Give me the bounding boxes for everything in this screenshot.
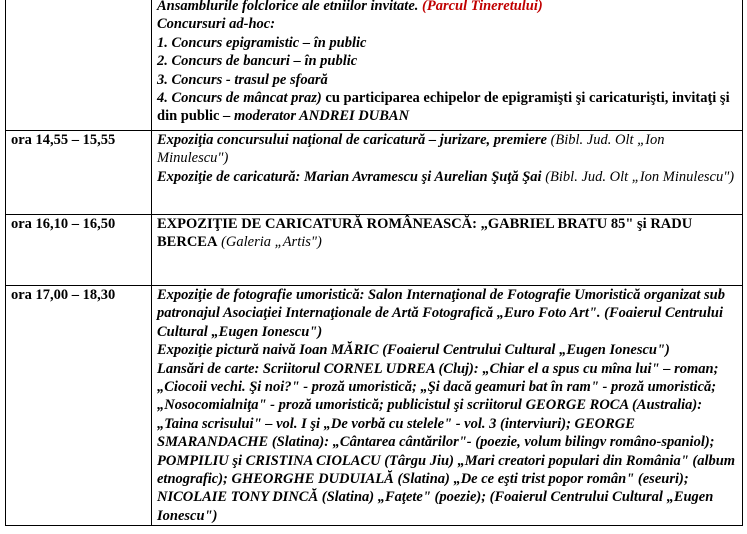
folk-ensembles-line: Ansamblurile folclorice ale etniilor invitate. (Parcul Tineretului) (157, 0, 543, 14)
exhibition-item: Expoziţie de caricatură: Marian Avramescu şi Aurelian Şuţă Şai (Bibl. Jud. Olt „Ion Minulescu") (157, 168, 735, 185)
table-row (6, 0, 743, 131)
contest-item: 1. Concurs epigramistic – în public (157, 34, 367, 51)
contest-item: 2. Concurs de bancuri – în public (157, 53, 358, 70)
book-launches: Lansări de carte: Scriitorul CORNEL UDREA (Cluj): „Chiar el a spus cu mîna lui" – roman; „Ciocoii vechi. Şi noi?" - proză umoristică; „Şi dacă geamuri bat în ram" - proză umoristică; „Nosocomialniţa" - proză umoristică; publicistul şi scriitorul GEORGE ROCA (Australia): „Taina scrisului" – vol. I şi „De vorbă cu stelele" - vol. 3 (interviuri); GEORGE SMARANDACHE (Slatina): „Cântarea cântărilor"- (poezie, volum bilingv româno-spaniol); POMPILIU şi CRISTINA CIOLACU (Târgu Jiu) „Mari creatori populari din România" (album etnografic); GHEORGHE DUDUIALĂ (Slatina) „De ce eşti trist popor român" (eseuri); NICOLAIE TONY DINCĂ (Slatina) „Faţete" (poezie); (Foaierul Centrului Cultural „Eugen Ionescu") (157, 360, 736, 524)
exhibition-item: Expoziţia concursului naţional de caricatură – jurizare, premiere (Bibl. Jud. Olt „Ion Minulescu") (157, 132, 665, 167)
program-table (5, 0, 743, 526)
table-row (6, 286, 743, 526)
time-cell: ora 14,55 – 15,55 (6, 131, 152, 215)
content-cell (152, 286, 743, 526)
caricature-exhibition: EXPOZIŢIE DE CARICATURĂ ROMÂNEASCĂ: „GABRIEL BRATU 85" şi RADU BERCEA (Galeria „Artis") (157, 216, 693, 251)
venue-text: (Galeria „Artis") (217, 234, 322, 251)
table-row (6, 131, 743, 215)
photo-exhibition: Expoziţie de fotografie umoristică: Salon Internaţional de Fotografie Umoristică organizat sub patronajul Asociaţiei Internaţionale de Artă Fotografică „Euro Foto Art". (Foaierul Centrului Cultural „Eugen Ionescu") (157, 287, 725, 340)
time-cell (6, 0, 152, 131)
contest-item: 3. Concurs - trasul pe sfoară (157, 71, 328, 88)
contest-item: 4. Concurs de mâncat praz) cu participarea echipelor de epigramişti şi caricaturişti, invitaţi şi din public – moderator ANDREI DUBAN (157, 90, 730, 125)
content-cell (152, 131, 743, 215)
adhoc-heading: Concursuri ad-hoc: (157, 16, 276, 33)
time-cell: ora 16,10 – 16,50 (6, 215, 152, 286)
content-cell (152, 215, 743, 286)
table-row (6, 215, 743, 286)
venue-text: (Bibl. Jud. Olt „Ion Minulescu") (157, 132, 665, 167)
content-cell (152, 0, 743, 131)
naive-painting-exhibition: Expoziţie pictură naivă Ioan MĂRIC (Foaierul Centrului Cultural „Eugen Ionescu") (157, 342, 670, 359)
venue-text: (Bibl. Jud. Olt „Ion Minulescu") (541, 168, 735, 185)
time-cell: ora 17,00 – 18,30 (6, 286, 152, 526)
venue-text: (Parcul Tineretului) (418, 0, 543, 14)
